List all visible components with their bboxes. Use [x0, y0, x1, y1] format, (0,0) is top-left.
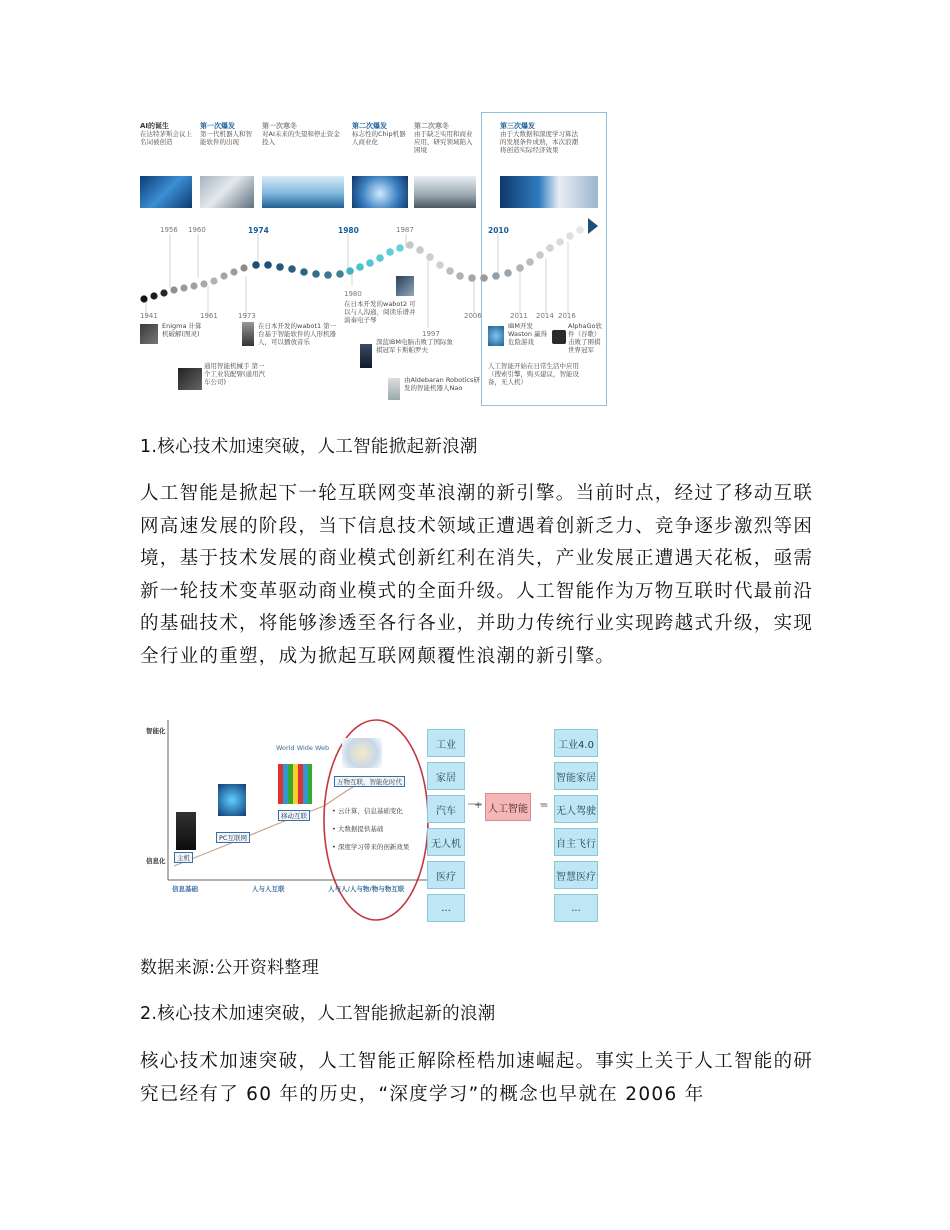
event-text: 在日本开发的wabot1 第一台基于智能软件的人形机器人，可以播放音乐 — [258, 322, 337, 346]
result-box: 工业4.0 — [554, 729, 598, 757]
world-wide-web-label: World Wide Web — [276, 744, 330, 752]
year-label: 1987 — [396, 226, 414, 234]
paragraph-2: 核心技术加速突破，人工智能正解除桎梏加速崛起。事实上关于人工智能的研究已经有了 60 年的历史，“深度学习”的概念也早就在 2006 年 — [140, 1051, 814, 1105]
year-label: 2016 — [558, 312, 576, 320]
year-label: 1941 — [140, 312, 158, 320]
era-title: 第三次爆发 — [500, 122, 535, 130]
industry-box: 家居 — [427, 762, 465, 790]
stage-label: PC互联网 — [216, 832, 250, 843]
wabot1-thumb — [242, 322, 254, 346]
year-label: 1973 — [238, 312, 256, 320]
circle-bullet-text: 云计算，信息基础变化 — [337, 807, 403, 815]
era-title: 第二次寒冬 — [414, 122, 449, 130]
data-source: 数据来源:公开资料整理 — [140, 958, 320, 978]
mobile-apps-image — [278, 764, 312, 804]
circle-title: 万物互联，智能化时代 — [334, 776, 405, 787]
result-box: 自主飞行 — [554, 828, 598, 856]
circle-bullet: • 大数据提供基础 — [332, 825, 384, 833]
stage-label: 移动互联 — [278, 810, 310, 821]
x-axis-label: 人与人/人与物/物与物互联 — [328, 885, 405, 893]
wabot2-thumb — [396, 276, 414, 296]
y-axis-top-label: 智能化 — [146, 727, 166, 735]
event-text: 在日本开发的wabot2 可以与人沟通，阅读乐谱并演奏电子琴 — [344, 300, 416, 324]
x-axis-label: 人与人互联 — [252, 885, 285, 893]
era-title: 第二次爆发 — [352, 122, 387, 130]
era-desc: 标志性的Chip机器人商业化 — [352, 130, 406, 146]
paragraph-1: 人工智能是掀起下一轮互联网变革浪潮的新引擎。当前时点，经过了移动互联网高速发展的阶段，当下信息技术领域正遭遇着创新乏力、竞争逐步激烈等困境，基于技术发展的商业模式创新红利在消失，产业发展正遭遇天花板，亟需新一轮技术变革驱动商业模式的全面升级。人工智能作为万物互联时代最前沿的基础技术，将能够渗透至各行各业，并助力传统行业实现跨越式升级，实现全行业的重塑，成为掀起互联网颠覆性浪潮的新引擎。 — [140, 483, 814, 667]
pc-internet-image — [218, 784, 246, 816]
year-label: 1980 — [338, 226, 359, 235]
iot-devices-image — [342, 738, 382, 768]
year-label: 1960 — [188, 226, 206, 234]
industry-box: 无人机 — [427, 828, 465, 856]
alphago-thumb — [552, 330, 566, 344]
event-text: 通用智能机械手 第一个工业装配臂(通用汽车公司) — [204, 362, 266, 386]
result-box: ... — [554, 894, 598, 922]
year-label: 2010 — [488, 226, 509, 235]
section-heading-1: 1.核心技术加速突破，人工智能掀起新浪潮 — [140, 437, 478, 457]
deep-blue-thumb — [360, 344, 372, 368]
event-text: IBM开发Waston 赢得危险游戏 — [508, 322, 548, 346]
stage-label: 主机 — [174, 852, 193, 863]
ai-industry-figure — [138, 710, 613, 922]
era-desc: 由于缺乏实用和商业应用，研究领域陷入困境 — [414, 130, 473, 154]
year-label: 2011 — [510, 312, 528, 320]
industry-box: 工业 — [427, 729, 465, 757]
year-label: 1974 — [248, 226, 269, 235]
era-title: 第一次爆发 — [200, 122, 235, 130]
ai-center-box: 人工智能 — [485, 793, 531, 821]
industry-box: 医疗 — [427, 861, 465, 889]
ai-timeline-figure — [138, 108, 608, 406]
result-box: 无人驾驶 — [554, 795, 598, 823]
event-text: 由Aldebaran Robotics研发的智能机器人Nao — [404, 376, 480, 392]
year-label: 1997 — [422, 330, 440, 338]
x-axis-label: 信息基础 — [172, 885, 198, 893]
nao-thumb — [388, 378, 400, 400]
era-desc: 在达特茅斯会议上 名词被创造 — [140, 130, 192, 146]
event-text: 人工智能开始在日常生活中应用（搜索引擎，购买建议，智能设备，无人机） — [488, 362, 579, 386]
plus-sign: + — [474, 800, 483, 811]
equals-sign: = — [540, 800, 549, 811]
era-desc: 对AI未来的失望和停止资金投入 — [262, 130, 340, 146]
robot-arm-thumb — [178, 368, 202, 390]
year-label: 2014 — [536, 312, 554, 320]
year-label: 2006 — [464, 312, 482, 320]
year-label: 1961 — [200, 312, 218, 320]
year-label: 1980 — [344, 290, 362, 298]
circle-bullet: • 云计算，信息基础变化 — [332, 807, 403, 815]
circle-bullet-text: 大数据提供基础 — [337, 825, 384, 833]
circle-bullet: • 深度学习带来的创新效果 — [332, 843, 410, 851]
event-text: Enigma 计算机破解(图灵) — [162, 322, 202, 338]
event-text: AlphaGo软件（谷歌）击败了围棋世界冠军 — [568, 322, 602, 354]
year-label: 1956 — [160, 226, 178, 234]
enigma-thumb — [140, 324, 158, 344]
era-title: 第一次寒冬 — [262, 122, 297, 130]
result-box: 智能家居 — [554, 762, 598, 790]
era-desc: 由于大数据和深度学习算法的发展条件成熟，本次浪潮将创造实际经济效果 — [500, 130, 578, 154]
era-desc: 第一代机器人和智能软件的出现 — [200, 130, 252, 146]
event-text: 深蓝IBM电脑击败了国际象棋冠军卡斯帕罗夫 — [376, 338, 453, 354]
section-heading-2: 2.核心技术加速突破，人工智能掀起新的浪潮 — [140, 1004, 496, 1024]
result-box: 智慧医疗 — [554, 861, 598, 889]
mainframe-image — [176, 812, 196, 850]
era-title: AI的诞生 — [140, 122, 170, 130]
watson-thumb — [488, 326, 504, 346]
industry-box: ... — [427, 894, 465, 922]
circle-bullet-text: 深度学习带来的创新效果 — [337, 843, 410, 851]
y-axis-bottom-label: 信息化 — [146, 857, 166, 865]
industry-box: 汽车 — [427, 795, 465, 823]
